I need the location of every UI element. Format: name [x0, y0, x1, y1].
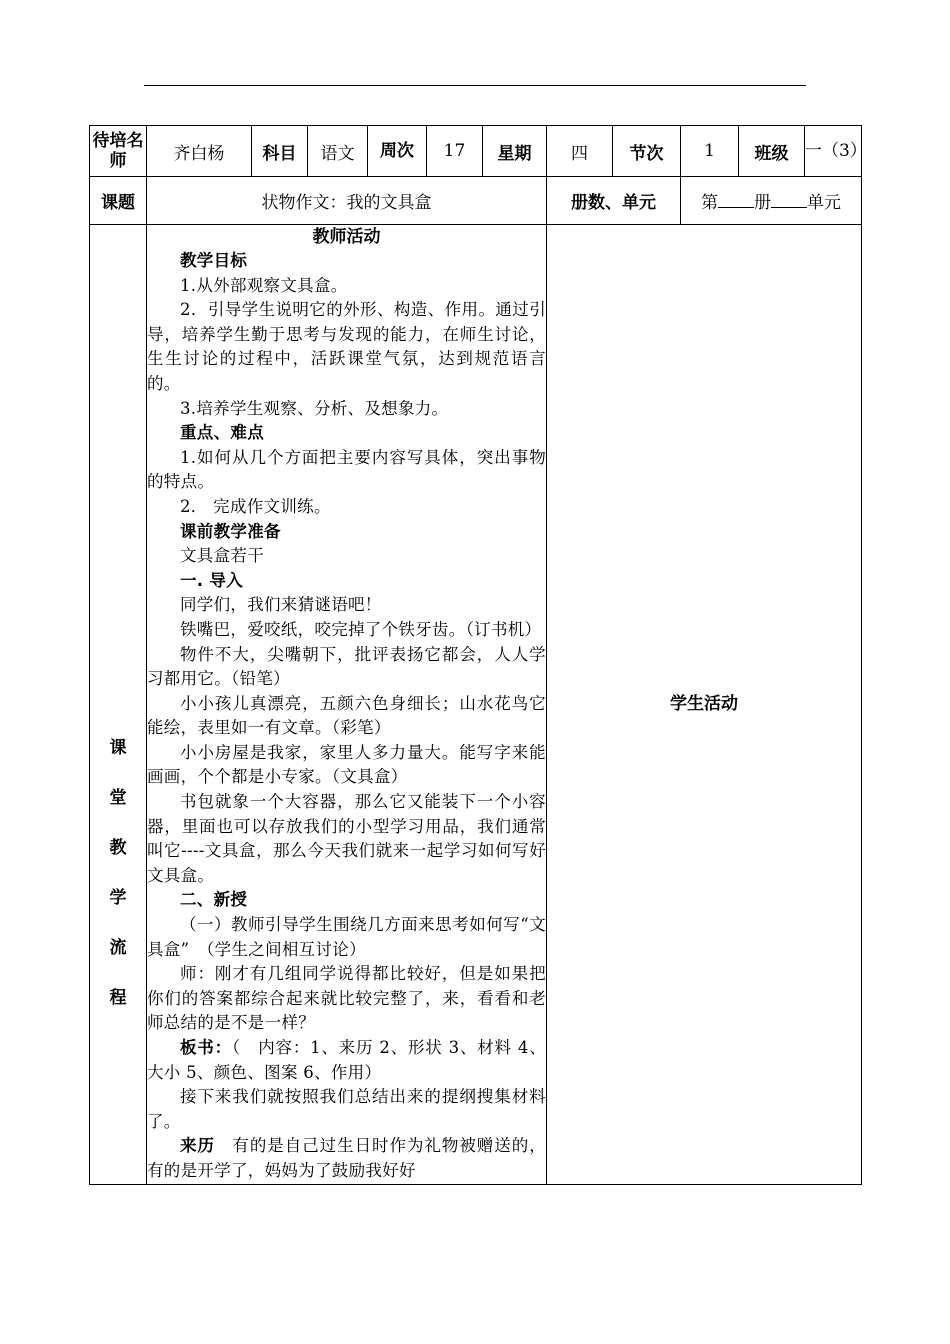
- paragraph: 3.培养学生观察、分析、及想象力。: [180, 398, 449, 418]
- paragraph: 铁嘴巴，爱咬纸，咬完掉了个铁牙齿。（订书机）: [180, 619, 542, 639]
- student-activity-heading: 学生活动: [670, 694, 738, 715]
- body-row: [90, 225, 862, 1185]
- paragraph: 1.如何从几个方面把主要内容写具体，突出事物的特点。: [147, 447, 546, 492]
- paragraph: 2．引导学生说明它的外形、构造、作用。通过引导，培养学生勤于思考与发现的能力，在师生讨论，生生讨论的过程中，活跃课堂气氛，达到规范语言的。: [147, 300, 546, 393]
- student-activity-cell: [547, 225, 862, 1185]
- topic-label: 课题: [90, 177, 147, 225]
- teacher-label: 待培名师: [90, 126, 147, 177]
- subject-label: 科目: [252, 126, 308, 177]
- teacher-activity-cell: [147, 225, 547, 1185]
- paragraph-lead: 板书：: [180, 1038, 232, 1057]
- topic-title: 状物作文：我的文具盒: [147, 177, 547, 225]
- side-label-char: 堂: [109, 788, 127, 809]
- section-heading: 二、新授: [180, 890, 248, 910]
- paragraph: 物件不大，尖嘴朝下，批评表扬它都会，人人学习都用它。（铅笔）: [147, 644, 546, 689]
- weekday-label: 星期: [483, 126, 547, 177]
- period-label: 节次: [613, 126, 681, 177]
- paragraph: 小小房屋是我家，家里人多力量大。能写字来能画画，个个都是小专家。（文具盒）: [147, 742, 546, 787]
- teacher-activity-heading: 教师活动: [312, 227, 381, 247]
- paragraph: 师：刚才有几组同学说得都比较好，但是如果把你们的答案都综合起来就比较完整了，来，看看和老师总结的是不是一样？: [147, 964, 546, 1033]
- volume-mid: 册: [754, 193, 771, 213]
- teacher-activity-content: [147, 249, 546, 1184]
- volume-label: 册数、单元: [547, 177, 681, 225]
- paragraph-lead: 来历: [180, 1136, 215, 1156]
- week-value: 17: [427, 126, 483, 177]
- class-value: 一（3）: [805, 126, 862, 177]
- paragraph: 1.从外部观察文具盒。: [180, 275, 348, 295]
- paragraph: 小小孩儿真漂亮，五颜六色身细长；山水花鸟它能绘，表里如一有文章。（彩笔）: [147, 693, 546, 738]
- paragraph: 2． 完成作文训练。: [180, 496, 331, 516]
- side-label: [90, 385, 146, 1023]
- weekday-value: 四: [547, 126, 613, 177]
- section-heading: 课前教学准备: [180, 521, 281, 541]
- side-label-char: 流: [109, 938, 127, 959]
- section-heading: 一. 导入: [180, 570, 244, 590]
- period-value: 1: [681, 126, 739, 177]
- section-heading: 教学目标: [180, 251, 248, 270]
- subject-value: 语文: [308, 126, 368, 177]
- paragraph: 接下来我们就按照我们总结出来的提纲搜集材料了。: [147, 1087, 546, 1131]
- volume-prefix: 第: [701, 193, 718, 213]
- class-label: 班级: [739, 126, 805, 177]
- volume-blank: [718, 191, 754, 208]
- paragraph-text: （ 内容：1、来历 2、形状 3、材料 4、大小 5、颜色、图案 6、作用）: [147, 1038, 546, 1082]
- section-heading: 重点、难点: [180, 423, 264, 443]
- header-rule: [144, 85, 806, 86]
- volume-suffix: 单元: [807, 193, 841, 213]
- paragraph: [147, 1134, 546, 1183]
- paragraph: 文具盒若干: [180, 546, 264, 566]
- side-label-char: 学: [109, 888, 127, 909]
- side-label-char: 程: [109, 988, 127, 1009]
- side-label-char: 课: [109, 738, 127, 759]
- volume-value: [681, 177, 862, 225]
- paragraph: 书包就象一个大容器，那么它又能装下一个小容器，里面也可以存放我们的小型学习用品，我们通常叫它----文具盒，那么今天我们就来一起学习如何写好文具盒。: [147, 792, 546, 885]
- paragraph: 同学们，我们来猜谜语吧！: [180, 595, 382, 615]
- paragraph: （一）教师引导学生围绕几方面来思考如何写“文具盒” （学生之间相互讨论）: [147, 915, 546, 959]
- week-label: 周次: [368, 126, 427, 177]
- side-label-char: 教: [109, 838, 127, 859]
- unit-blank: [771, 191, 807, 208]
- lesson-plan-table: [89, 125, 867, 1185]
- paragraph-text: 有的是自己过生日时作为礼物被赠送的，有的是开学了，妈妈为了鼓励我好好: [147, 1136, 546, 1180]
- side-label-cell: [90, 225, 147, 1185]
- header-row: [90, 126, 862, 177]
- topic-row: [90, 177, 862, 225]
- teacher-name: 齐白杨: [147, 126, 252, 177]
- paragraph: [147, 1036, 546, 1085]
